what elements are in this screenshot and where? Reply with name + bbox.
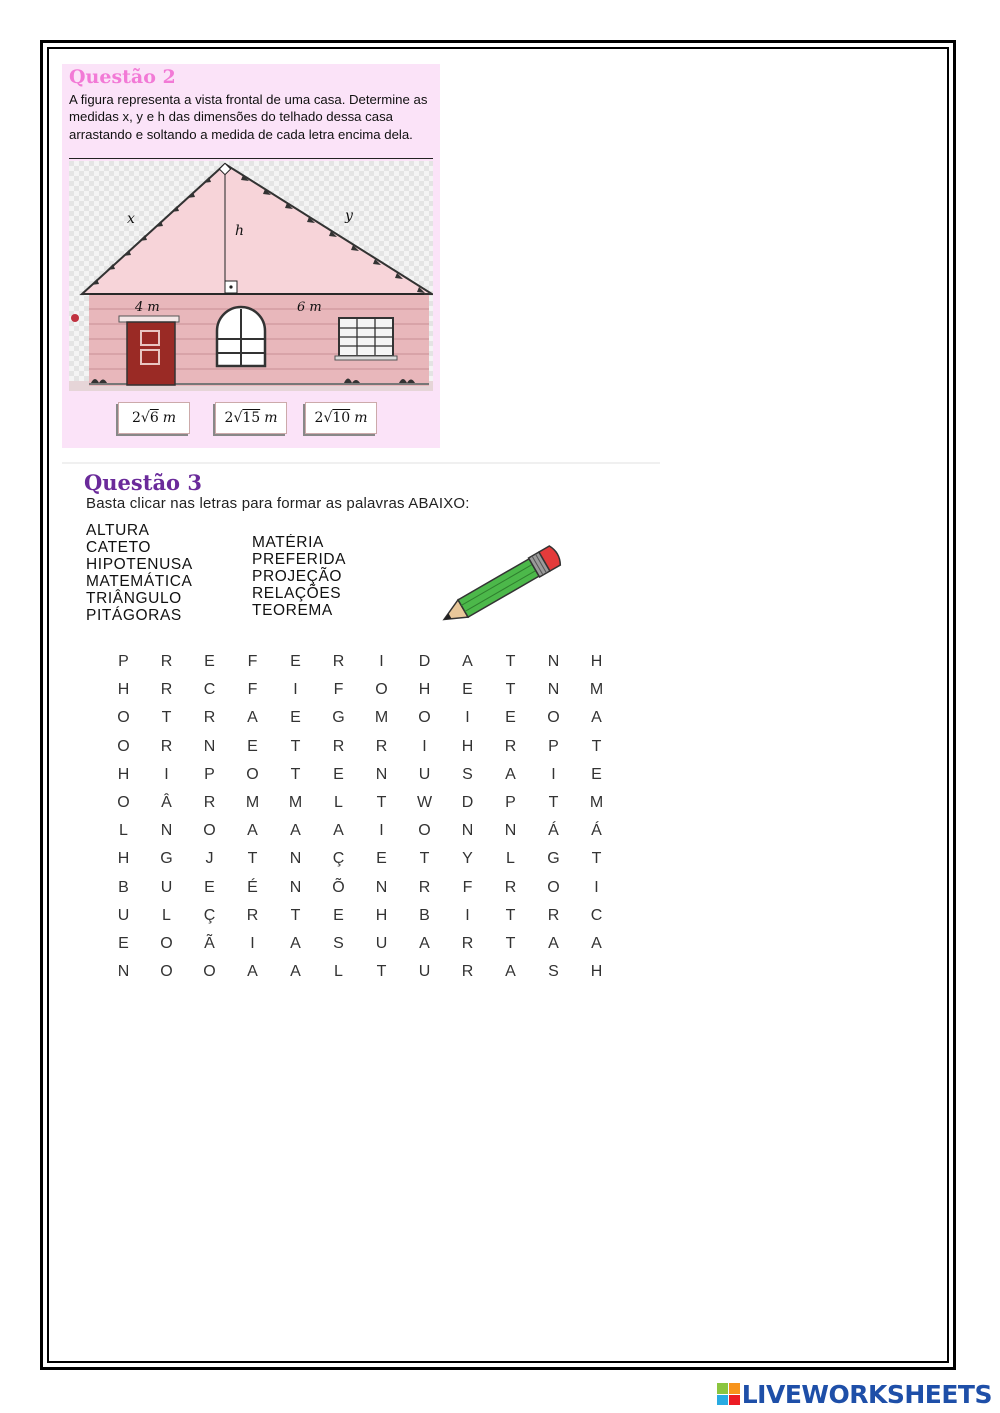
chip-coef: 2 (224, 410, 234, 426)
grid-letter[interactable]: A (290, 963, 301, 981)
grid-letter[interactable]: H (117, 765, 130, 783)
grid-letter[interactable]: S (333, 934, 344, 952)
grid-letter[interactable]: O (547, 878, 560, 896)
grid-letter[interactable]: O (117, 793, 130, 811)
grid-letter[interactable]: U (117, 906, 130, 924)
word-item: PREFERIDA (252, 551, 347, 568)
grid-letter[interactable]: Ã (204, 934, 215, 952)
grid-letter[interactable]: E (333, 765, 344, 783)
grid-letter[interactable]: P (505, 793, 516, 811)
grid-letter[interactable]: O (547, 709, 560, 727)
divider (62, 462, 660, 464)
grid-letter[interactable]: T (290, 765, 301, 783)
grid-letter[interactable]: H (461, 737, 474, 755)
question-3-instruction: Basta clicar nas letras para formar as palavras ABAIXO: (86, 495, 470, 512)
grid-letter[interactable]: T (161, 709, 172, 727)
liveworksheets-logo-icon (717, 1383, 739, 1405)
grid-letter[interactable]: T (376, 963, 387, 981)
grid-letter[interactable]: P (204, 765, 215, 783)
grid-letter[interactable]: A (548, 934, 559, 952)
grid-letter[interactable]: E (204, 653, 215, 670)
grid-letter[interactable]: A (247, 709, 258, 727)
grid-letter[interactable]: R (160, 653, 173, 670)
label-y: y (345, 208, 353, 224)
grid-letter[interactable]: I (250, 934, 255, 952)
grid-letter[interactable]: E (118, 934, 129, 952)
grid-letter[interactable]: N (375, 765, 388, 783)
grid-letter[interactable]: I (551, 765, 556, 783)
grid-letter[interactable]: A (290, 822, 301, 840)
grid-letter[interactable]: A (591, 934, 602, 952)
grid-letter[interactable]: C (590, 906, 603, 924)
grid-letter[interactable]: T (505, 653, 516, 670)
grid-letter[interactable]: T (591, 737, 602, 755)
grid-letter[interactable]: C (203, 681, 216, 699)
grid-letter[interactable]: R (504, 737, 517, 755)
grid-letter[interactable]: N (289, 878, 302, 896)
grid-letter[interactable]: H (418, 681, 431, 699)
grid-letter[interactable]: T (505, 906, 516, 924)
grid-letter[interactable]: H (590, 963, 603, 981)
grid-letter[interactable]: M (374, 709, 389, 727)
answer-chip-1[interactable]: 2 √ 6 m (118, 402, 190, 434)
chip-unit: m (354, 410, 368, 426)
grid-letter[interactable]: M (288, 793, 303, 811)
grid-letter[interactable]: O (203, 963, 216, 981)
answer-chip-2[interactable]: 2 √ 15 m (215, 402, 287, 434)
grid-letter[interactable]: N (461, 822, 474, 840)
grid-letter[interactable]: A (505, 765, 516, 783)
grid-letter[interactable]: R (418, 878, 431, 896)
grid-letter[interactable]: O (203, 822, 216, 840)
word-list-left (86, 522, 193, 624)
divider (69, 158, 433, 159)
grid-letter[interactable]: A (591, 709, 602, 727)
grid-letter[interactable]: N (375, 878, 388, 896)
grid-letter[interactable]: H (375, 906, 388, 924)
chip-radicand: 15 (242, 410, 261, 426)
answer-chips (62, 402, 440, 438)
chip-unit: m (264, 410, 278, 426)
grid-letter[interactable]: O (160, 934, 173, 952)
chip-radicand: 6 (149, 410, 159, 426)
pencil-icon (427, 544, 577, 629)
grid-letter[interactable]: A (247, 963, 258, 981)
brand-name: LIVEWORKSHEETS (741, 1379, 992, 1409)
word-search-grid (102, 648, 618, 986)
grid-letter[interactable]: N (117, 963, 130, 981)
grid-letter[interactable]: N (547, 681, 560, 699)
answer-chip-3[interactable]: 2 √ 10 m (305, 402, 377, 434)
chip-coef: 2 (314, 410, 324, 426)
word-item: CATETO (86, 539, 152, 556)
grid-letter[interactable]: S (548, 963, 559, 981)
grid-letter[interactable]: E (333, 906, 344, 924)
grid-letter[interactable]: U (160, 878, 173, 896)
grid-letter[interactable]: E (290, 653, 301, 670)
grid-letter[interactable]: O (160, 963, 173, 981)
question-2-title: Questão 2 (69, 66, 176, 88)
grid-letter[interactable]: T (376, 793, 387, 811)
grid-letter[interactable]: I (422, 737, 427, 755)
grid-letter[interactable]: L (334, 793, 343, 811)
grid-letter[interactable]: Y (462, 850, 473, 868)
grid-letter[interactable]: E (505, 709, 516, 727)
word-item: RELAÇÕES (252, 585, 342, 602)
grid-letter[interactable]: B (419, 906, 430, 924)
grid-letter[interactable]: Ç (332, 850, 345, 868)
grid-letter[interactable]: J (205, 850, 214, 868)
grid-letter[interactable]: W (416, 793, 433, 811)
grid-letter[interactable]: A (462, 653, 473, 670)
grid-letter[interactable]: R (160, 737, 173, 755)
grid-letter[interactable]: E (591, 765, 602, 783)
house-figure (69, 161, 433, 391)
brand-footer (717, 1379, 992, 1409)
grid-letter[interactable]: R (504, 878, 517, 896)
grid-letter[interactable]: L (506, 850, 515, 868)
grid-letter[interactable]: T (290, 906, 301, 924)
word-item: MATEMÁTICA (86, 573, 193, 590)
grid-letter[interactable]: I (164, 765, 169, 783)
chip-unit: m (162, 410, 177, 426)
grid-letter[interactable]: A (290, 934, 301, 952)
grid-letter[interactable]: F (247, 653, 258, 670)
label-4m: 4 m (135, 300, 160, 315)
grid-letter[interactable]: R (160, 681, 173, 699)
grid-letter[interactable]: R (203, 793, 216, 811)
grid-letter[interactable]: T (247, 850, 258, 868)
grid-letter[interactable]: R (547, 906, 560, 924)
label-h: h (235, 223, 245, 239)
grid-letter[interactable]: I (465, 709, 470, 727)
grid-letter[interactable]: Â (161, 793, 172, 811)
word-list-right (252, 534, 346, 618)
grid-letter[interactable]: T (419, 850, 430, 868)
grid-letter[interactable]: U (418, 963, 431, 981)
grid-letter[interactable]: Á (591, 822, 602, 840)
grid-letter[interactable]: P (118, 653, 129, 670)
grid-letter[interactable]: H (590, 653, 603, 670)
grid-letter[interactable]: F (333, 681, 344, 699)
grid-letter[interactable]: N (504, 822, 517, 840)
grid-letter[interactable]: R (246, 906, 259, 924)
grid-letter[interactable]: F (462, 878, 473, 896)
grid-letter[interactable]: M (245, 793, 260, 811)
grid-letter[interactable]: O (375, 681, 388, 699)
grid-letter[interactable]: R (461, 963, 474, 981)
grid-letter[interactable]: N (203, 737, 216, 755)
grid-letter[interactable]: G (160, 850, 173, 868)
grid-letter[interactable]: I (465, 906, 470, 924)
grid-letter[interactable]: A (505, 963, 516, 981)
grid-letter[interactable]: O (418, 709, 431, 727)
grid-letter[interactable]: U (418, 765, 431, 783)
grid-letter[interactable]: H (117, 681, 130, 699)
grid-letter[interactable]: N (160, 822, 173, 840)
grid-letter[interactable]: É (247, 878, 258, 896)
grid-letter[interactable]: S (462, 765, 473, 783)
grid-letter[interactable]: O (117, 709, 130, 727)
label-x: x (127, 211, 135, 227)
question-2-text: A figura representa a vista frontal de uma casa. Determine as medidas x, y e h das dimensões do telhado dessa casa arrastando e soltando a medida de cada letra encima dela. (69, 92, 428, 142)
grid-letter[interactable]: O (246, 765, 259, 783)
grid-letter[interactable]: Ç (203, 906, 216, 924)
grid-letter[interactable]: R (332, 653, 345, 670)
grid-letter[interactable]: E (247, 737, 258, 755)
grid-letter[interactable]: E (204, 878, 215, 896)
grid-letter[interactable]: Õ (332, 878, 345, 896)
grid-letter[interactable]: T (548, 793, 559, 811)
word-item: TEOREMA (252, 602, 333, 618)
grid-letter[interactable]: N (547, 653, 560, 670)
grid-letter[interactable]: R (203, 709, 216, 727)
grid-letter[interactable]: I (293, 681, 298, 699)
word-item: HIPOTENUSA (86, 556, 193, 573)
grid-letter[interactable]: I (379, 653, 384, 670)
word-item: MATÉRIA (252, 534, 324, 551)
question-3-panel (62, 462, 662, 987)
grid-letter[interactable]: U (375, 934, 388, 952)
grid-letter[interactable]: T (505, 681, 516, 699)
grid-letter[interactable]: E (462, 681, 473, 699)
grid-letter[interactable]: G (547, 850, 560, 868)
grid-letter[interactable]: L (162, 906, 171, 924)
grid-letter[interactable]: F (247, 681, 258, 699)
grid-letter[interactable]: A (333, 822, 344, 840)
grid-letter[interactable]: D (418, 653, 431, 670)
grid-letter[interactable]: A (247, 822, 258, 840)
grid-letter[interactable]: A (419, 934, 430, 952)
grid-letter[interactable]: R (375, 737, 388, 755)
chip-coef: 2 (131, 410, 141, 426)
grid-letter[interactable]: T (505, 934, 516, 952)
grid-letter[interactable]: N (289, 850, 302, 868)
grid-letter[interactable]: G (332, 709, 345, 727)
label-6m: 6 m (297, 300, 322, 315)
grid-letter[interactable]: H (117, 850, 130, 868)
grid-letter[interactable]: Á (548, 822, 559, 840)
grid-letter[interactable]: R (461, 934, 474, 952)
grid-letter[interactable]: R (332, 737, 345, 755)
grid-letter[interactable]: D (461, 793, 474, 811)
word-item: ALTURA (86, 522, 150, 539)
chip-radicand: 10 (332, 410, 351, 426)
word-item: PITÁGORAS (86, 607, 182, 624)
grid-letter[interactable]: E (290, 709, 301, 727)
question-3-title: Questão 3 (84, 470, 202, 495)
grid-letter[interactable]: O (418, 822, 431, 840)
grid-letter[interactable]: I (594, 878, 599, 896)
grid-letter[interactable]: I (379, 822, 384, 840)
grid-letter[interactable]: L (119, 822, 128, 840)
word-item: TRIÂNGULO (86, 590, 182, 607)
grid-letter[interactable]: M (589, 793, 604, 811)
grid-letter[interactable]: L (334, 963, 343, 981)
word-item: PROJEÇÃO (252, 568, 343, 585)
question-2-panel (62, 64, 440, 448)
grid-letter[interactable]: E (376, 850, 387, 868)
grid-letter[interactable]: M (589, 681, 604, 699)
grid-letter[interactable]: P (548, 737, 559, 755)
grid-letter[interactable]: T (591, 850, 602, 868)
grid-letter[interactable]: B (118, 878, 129, 896)
grid-letter[interactable]: T (290, 737, 301, 755)
grid-letter[interactable]: O (117, 737, 130, 755)
